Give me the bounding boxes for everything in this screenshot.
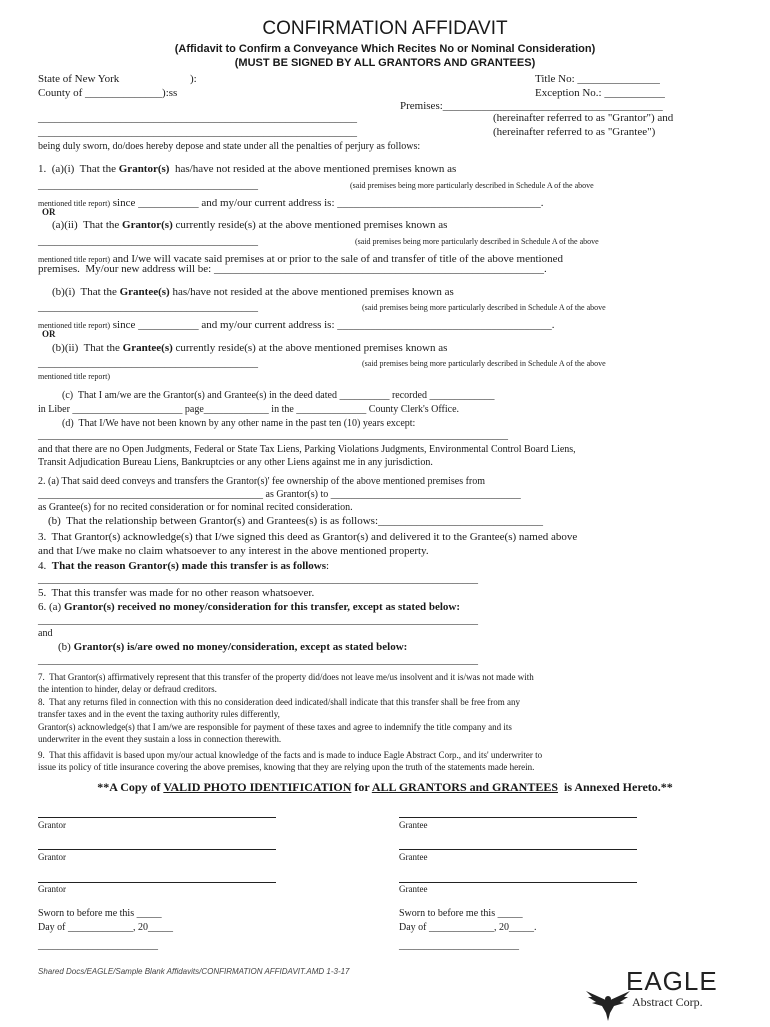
para-4-reason-line: ________________________________________________________________________________________ <box>38 574 478 585</box>
para-1-d-liens: and that there are no Open Judgments, Federal or State Tax Liens, Parking Violations Judgments, Environmental Control Board Liens, <box>38 444 576 455</box>
para-8-taxes-2: transfer taxes and in the event the taxing authority rules differently, <box>38 709 280 719</box>
or-divider-1: OR <box>42 207 56 217</box>
grantor-label-2: Grantor <box>38 852 66 862</box>
para-1-a-ii: (a)(ii) That the Grantor(s) currently reside(s) at the above mentioned premises known as <box>52 219 448 231</box>
para-9-reliance: 9. That this affidavit is based upon my/our actual knowledge of the facts and is made to induce Eagle Abstract Corp., and its' underwriter to <box>38 750 543 760</box>
subtitle: (Affidavit to Confirm a Conveyance Which Recites No or Nominal Consideration) <box>174 43 596 55</box>
grantor-signature-line-2[interactable] <box>38 849 276 850</box>
para-1-a-i-premises-line: ________________________________________ <box>38 179 258 191</box>
para-1-b-ii-note-cont: mentioned title report) <box>38 372 110 381</box>
para-6-a-consideration: 6. (a) Grantor(s) received no money/consideration for this transfer, except as stated below: <box>38 601 461 613</box>
grantor-label-1: Grantor <box>38 820 66 830</box>
grantee-name-line: __________________________________________________________ <box>38 126 357 138</box>
grantor-reference: (hereinafter referred to as "Grantor") and <box>493 112 674 124</box>
grantee-label-2: Grantee <box>399 852 428 862</box>
county-field: County of ______________):ss <box>38 87 178 99</box>
para-7-insolvency: 7. That Grantor(s) affirmatively represent that this transfer of the property did/does not leave me/us insolvent and it is/was not made with <box>38 672 534 682</box>
document-path-footer: Shared Docs/EAGLE/Sample Blank Affidavits/CONFIRMATION AFFIDAVIT.AMD 1-3-17 <box>38 967 350 976</box>
para-9-reliance-cont: issue its policy of title insurance covering the above premises, knowing that they are relying upon the truth of the statements made herein. <box>38 762 535 772</box>
para-1-b-i-address: mentioned title report) since ___________ and my/our current address is: _______________________________________. <box>38 319 555 331</box>
grantee-signature-line-1[interactable] <box>399 817 637 818</box>
para-8-taxes-3: Grantor(s) acknowledge(s) that I am/we are responsible for payment of these taxes and agree to indemnify the title company and its <box>38 722 512 732</box>
para-1-a-i-note: (said premises being more particularly described in Schedule A of the above <box>350 181 594 190</box>
premises-field: Premises:________________________________________ <box>400 100 663 112</box>
title-number-field: Title No: _______________ <box>535 73 660 85</box>
para-2-a: 2. (a) That said deed conveys and transfers the Grantor(s)' fee ownership of the above mentioned premises from <box>38 476 486 487</box>
para-6-and: and <box>38 628 53 639</box>
para-1-b-i-premises-line: ________________________________________ <box>38 301 258 313</box>
para-1-a-ii-premises-line: ________________________________________ <box>38 235 258 247</box>
notary-day-left: Day of _____________, 20_____ <box>38 922 173 933</box>
grantor-signature-line-3[interactable] <box>38 882 276 883</box>
para-1-d-liens-cont: Transit Adjudication Bureau Liens, Bankruptcies or any other Liens against me in any jurisdiction. <box>38 457 433 468</box>
para-1-c-liber: in Liber ______________________ page_____________ in the ______________ County Clerk's Office. <box>38 404 460 415</box>
signing-requirement: (MUST BE SIGNED BY ALL GRANTORS AND GRANTEES) <box>234 57 536 69</box>
logo-subtitle: Abstract Corp. <box>632 995 703 1009</box>
para-1-b-ii-premises-line: ________________________________________ <box>38 357 258 369</box>
para-4-reason: 4. That the reason Grantor(s) made this transfer is as follows: <box>38 560 330 572</box>
notary-signature-line-left[interactable]: ________________________ <box>38 940 158 951</box>
notary-sworn-left: Sworn to before me this _____ <box>38 908 162 919</box>
notary-signature-line-right[interactable]: ________________________ <box>399 940 519 951</box>
para-1-d-names: (d) That I/We have not been known by any other name in the past ten (10) years except: <box>62 418 416 429</box>
para-1-b-ii: (b)(ii) That the Grantee(s) currently reside(s) at the above mentioned premises known as <box>52 342 448 354</box>
logo-wordmark: EAGLE <box>626 966 718 996</box>
state-separator: ): <box>190 73 197 85</box>
para-5-no-other-reason: 5. That this transfer was made for no other reason whatsoever. <box>38 587 315 599</box>
para-3-acknowledgment: 3. That Grantor(s) acknowledge(s) that I/we signed this deed as Grantor(s) and delivered it to the Grantee(s) named above <box>38 531 578 543</box>
para-1-a-ii-vacate: mentioned title report) and I/we will vacate said premises at or prior to the sale of and transfer of title of the above mentioned <box>38 253 563 265</box>
grantee-label-1: Grantee <box>399 820 428 830</box>
para-1-a-i-address: mentioned title report) since ___________ and my/our current address is: _____________________________________. <box>38 197 544 209</box>
grantor-signature-line-1[interactable] <box>38 817 276 818</box>
sworn-statement: being duly sworn, do/does hereby depose and state under all the penalties of perjury as follows: <box>38 141 421 152</box>
para-1-a-ii-new-address: premises. My/our new address will be: ____________________________________________________________. <box>38 263 547 275</box>
grantee-reference: (hereinafter referred to as "Grantee") <box>493 126 656 138</box>
state-label: State of New York <box>38 73 120 85</box>
para-3-acknowledgment-cont: and that I/we make no claim whatsoever to any interest in the above mentioned property. <box>38 545 429 557</box>
para-2-b-relationship: (b) That the relationship between Grantor(s) and Grantees(s) is as follows:______________________________ <box>48 515 544 527</box>
grantee-signature-line-2[interactable] <box>399 849 637 850</box>
grantee-label-3: Grantee <box>399 884 428 894</box>
para-1-b-i: (b)(i) That the Grantee(s) has/have not resided at the above mentioned premises known as <box>52 286 454 298</box>
para-7-insolvency-cont: the intention to hinder, delay or defraud creditors. <box>38 684 217 694</box>
grantor-label-3: Grantor <box>38 884 66 894</box>
eagle-logo-icon <box>574 968 622 1004</box>
page-title: CONFIRMATION AFFIDAVIT <box>262 18 508 39</box>
para-6-b-owed: (b) Grantor(s) is/are owed no money/consideration, except as stated below: <box>58 641 408 653</box>
exception-number-field: Exception No.: ___________ <box>535 87 665 99</box>
para-2-a-parties: _____________________________________________ as Grantor(s) to ______________________________________ <box>38 489 521 500</box>
para-1-b-ii-note: (said premises being more particularly described in Schedule A of the above <box>362 359 606 368</box>
para-1-a-i: 1. (a)(i) That the Grantor(s) has/have not resided at the above mentioned premises known as <box>38 163 457 175</box>
para-1-a-ii-note: (said premises being more particularly described in Schedule A of the above <box>355 237 599 246</box>
para-2-a-consideration: as Grantee(s) for no recited consideration or for nominal recited consideration. <box>38 502 353 513</box>
para-1-b-i-note: (said premises being more particularly described in Schedule A of the above <box>362 303 606 312</box>
para-8-taxes: 8. That any returns filed in connection with this no consideration deed indicated/shall indicate that this transfer shall be free from any <box>38 697 520 707</box>
notary-sworn-right: Sworn to before me this _____ <box>399 908 523 919</box>
para-6-b-line: ________________________________________________________________________________________ <box>38 655 478 666</box>
notary-day-right: Day of _____________, 20_____. <box>399 922 537 933</box>
grantee-signature-line-3[interactable] <box>399 882 637 883</box>
photo-id-notice: **A Copy of VALID PHOTO IDENTIFICATION for ALL GRANTORS and GRANTEES is Annexed Hereto.** <box>97 780 673 794</box>
para-6-a-line: ________________________________________________________________________________________ <box>38 615 478 626</box>
para-8-taxes-4: underwriter in the event they sustain a loss in connection therewith. <box>38 734 282 744</box>
para-1-c-deed: (c) That I am/we are the Grantor(s) and Grantee(s) in the deed dated __________ recorded _____________ <box>62 390 495 401</box>
grantor-name-line: __________________________________________________________ <box>38 112 357 124</box>
or-divider-2: OR <box>42 329 56 339</box>
para-1-d-names-line: ______________________________________________________________________________________________ <box>38 430 508 441</box>
